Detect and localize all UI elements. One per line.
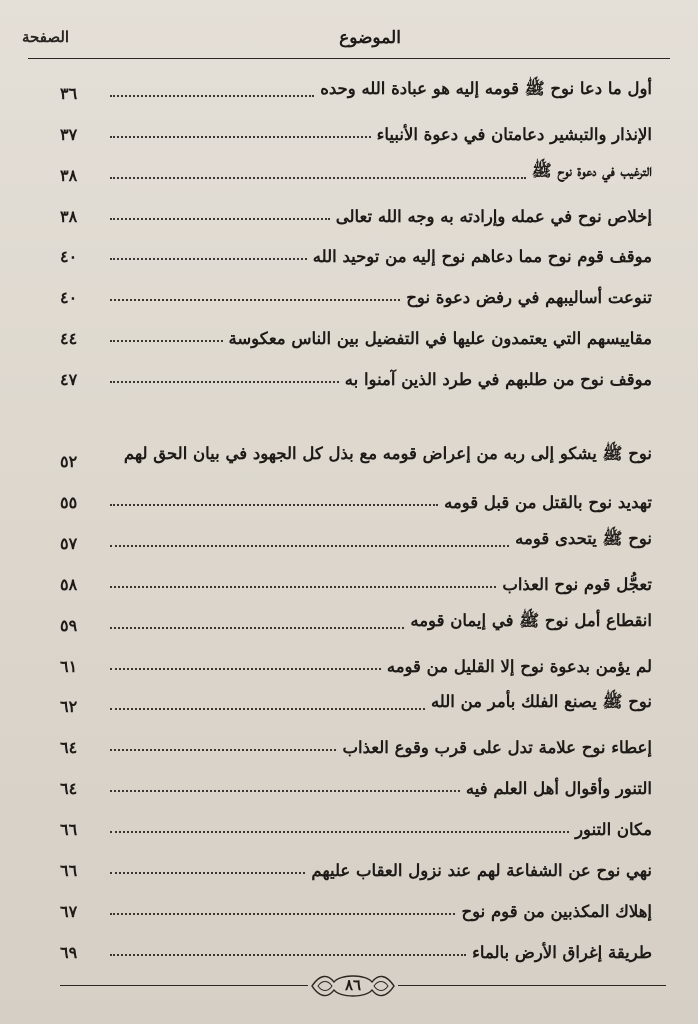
toc-entry-page: ٦١: [60, 656, 78, 676]
toc-entry-page: ٤٠: [60, 288, 78, 308]
dot-leader: [110, 627, 404, 629]
toc-entry-page: ٦٤: [60, 779, 78, 799]
dot-leader: [110, 831, 569, 833]
toc-entry-title: طريقة إغراق الأرض بالماء: [472, 942, 652, 962]
dot-leader: [110, 913, 455, 915]
toc-entry-page: ٤٧: [60, 370, 78, 390]
toc-entry: [60, 393, 652, 475]
dot-leader: [110, 258, 307, 260]
toc-entry: [60, 598, 652, 639]
dot-leader: [110, 708, 425, 710]
toc-entry-title: إعطاء نوح علامة تدل على قرب وقوع العذاب: [342, 738, 652, 758]
dot-leader: [110, 136, 371, 138]
toc-entry: [60, 311, 652, 352]
toc-entry-title: نوح ﷺ يصنع الفلك بأمر من الله: [430, 692, 652, 712]
toc-entry-title: مقاييسهم التي يعتمدون عليها في التفضيل بين الناس معكوسة: [228, 329, 652, 349]
toc-entry-title: إخلاص نوح في عمله وإرادته به وجه الله تعالى: [335, 206, 652, 226]
toc-entry-title: الترغيب في دعوة نوح ﷺ: [531, 160, 652, 180]
table-of-contents: [60, 66, 652, 966]
footer-rule-left: [60, 985, 308, 986]
toc-entry-page: ٣٨: [60, 165, 78, 185]
dot-leader: [110, 954, 466, 956]
dot-leader: [110, 504, 438, 506]
toc-entry: [60, 557, 652, 598]
toc-entry-page: ٥٧: [60, 533, 78, 553]
dot-leader: [110, 381, 339, 383]
dot-leader: [110, 749, 336, 751]
toc-entry-page: ٦٦: [60, 820, 78, 840]
toc-entry-title: أول ما دعا نوح ﷺ قومه إليه هو عبادة الله وحده: [320, 78, 652, 98]
toc-entry-title: مكان التنور: [575, 820, 652, 840]
header-topic-label: الموضوع: [339, 28, 401, 48]
toc-entry-title: الإنذار والتبشير دعامتان في دعوة الأنبياء: [376, 124, 652, 144]
toc-entry: [60, 189, 652, 230]
toc-entry-page: ٣٧: [60, 124, 78, 144]
toc-entry-page: ٥٨: [60, 574, 78, 594]
toc-entry-title: انقطاع أمل نوح ﷺ في إيمان قومه: [410, 610, 652, 630]
dot-leader: [110, 177, 526, 179]
toc-entry-title: تنوعت أساليبهم في رفض دعوة نوح: [406, 288, 652, 308]
dot-leader: [110, 218, 330, 220]
dot-leader: [110, 545, 509, 547]
toc-entry-title: موقف قوم نوح مما دعاهم نوح إليه من توحيد الله: [312, 247, 652, 267]
toc-entry: [60, 107, 652, 148]
toc-entry-title: تعجُّل قوم نوح العذاب: [502, 574, 652, 594]
toc-entry-page: ٣٦: [60, 83, 78, 103]
dot-leader: [110, 872, 305, 874]
toc-entry: [60, 516, 652, 557]
toc-entry-page: ٥٩: [60, 615, 78, 635]
toc-entry: [60, 802, 652, 843]
toc-entry: [60, 475, 652, 516]
dot-leader: [110, 790, 460, 792]
toc-entry-page: ٦٩: [60, 942, 78, 962]
toc-entry: [60, 230, 652, 271]
toc-entry: [60, 148, 652, 189]
dot-leader: [110, 668, 381, 670]
toc-entry-page: ٦٢: [60, 697, 78, 717]
toc-entry-title: إهلاك المكذبين من قوم نوح: [461, 901, 652, 921]
toc-entry: [60, 66, 652, 107]
toc-entry-title: التنور وأقوال أهل العلم فيه: [465, 779, 652, 799]
toc-entry: [60, 884, 652, 925]
toc-entry-title: نهي نوح عن الشفاعة لهم عند نزول العقاب عليهم: [311, 861, 652, 881]
toc-entry-title: نوح ﷺ يشكو إلى ربه من إعراض قومه مع بذل كل الجهود في بيان الحق لهم: [123, 444, 652, 464]
toc-entry-page: ٦٦: [60, 861, 78, 881]
toc-entry: [60, 639, 652, 680]
toc-entry-page: ٦٧: [60, 901, 78, 921]
dot-leader: [110, 95, 314, 97]
toc-entry: [60, 761, 652, 802]
page-number: ٨٦: [344, 976, 362, 994]
dot-leader: [110, 586, 496, 588]
toc-entry-title: نوح ﷺ يتحدى قومه: [515, 528, 652, 548]
toc-entry: [60, 680, 652, 721]
toc-entry-page: ٥٢: [60, 452, 78, 472]
toc-entry-page: ٤٤: [60, 329, 78, 349]
dot-leader: [110, 299, 400, 301]
toc-entry: [60, 270, 652, 311]
toc-entry-title: موقف نوح من طلبهم في طرد الذين آمنوا به: [344, 370, 652, 390]
toc-entry: [60, 720, 652, 761]
toc-entry: [60, 843, 652, 884]
toc-entry-page: ٤٠: [60, 247, 78, 267]
dot-leader: [110, 340, 223, 342]
footer-rule-right: [398, 985, 666, 986]
toc-entry: [60, 925, 652, 966]
header-page-label: الصفحة: [22, 28, 70, 46]
toc-entry-page: ٦٤: [60, 738, 78, 758]
header-divider: [28, 58, 670, 59]
toc-entry: [60, 352, 652, 393]
toc-entry-page: ٣٨: [60, 206, 78, 226]
toc-entry-page: ٥٥: [60, 493, 78, 513]
toc-entry-title: لم يؤمن بدعوة نوح إلا القليل من قومه: [386, 656, 652, 676]
toc-entry-title: تهديد نوح بالقتل من قبل قومه: [444, 493, 652, 513]
